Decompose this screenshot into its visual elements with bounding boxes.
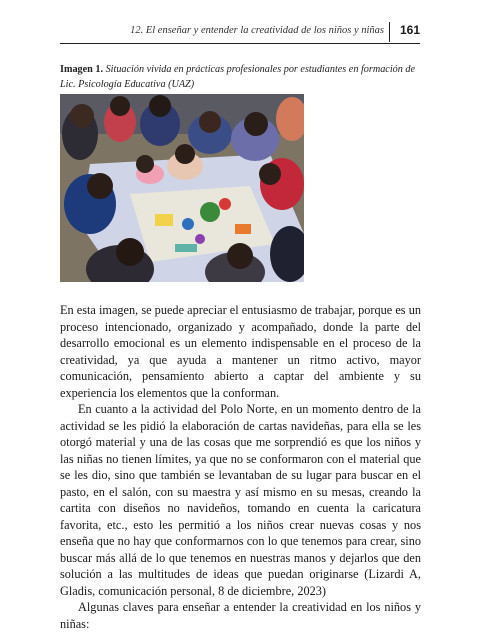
paragraph: Algunas claves para enseñar a entender la creatividad en los niños y niñas:: [60, 600, 421, 631]
body-text: [60, 302, 421, 632]
paragraph: En esta imagen, se puede apreciar el entusiasmo de trabajar, porque es un proceso intencionado, organizado y acompañado, donde la parte del desarrollo emocional es un elemento indispensable en el proceso de la creatividad, ya que ayuda a mantener un ritmo activo, mayor comunicación, pensamiento abierto a captar del ambiente y su experiencia los elementos que la conforman.: [60, 303, 421, 400]
page-header: [60, 22, 420, 44]
figure-caption: [60, 62, 422, 92]
running-head: 12. El enseñar y entender la creatividad de los niños y niñas: [130, 25, 384, 36]
figure-photo: [60, 94, 304, 282]
page-number: 161: [399, 23, 420, 37]
paragraph: En cuanto a la actividad del Polo Norte, en un momento dentro de la actividad se les pidió la elaboración de cartas navideñas, para ella se les otorgó material y una de las cosas que me sorprendió es que los niños y las niñas no tienen límites, ya que no se conformaron con el material que se les dio, sino que también se levantaban de su lugar para buscar en el pasto, en el salón, con su maestra y así mismo en su mesas, creando la cartita con diseños no navideños, tomando en cuenta la caricatura favorita, etc., esto les permitió a los niños crear nuevas cosas y nos enseña que no hay que conformarnos con lo que tenemos para crear, sino buscar más allá de lo que tenemos en nuestras manos y dejarlos que den solución a las multitudes de ideas que puedan originarse (Lizardi A, Gladis, comunicación personal, 8 de diciembre, 2023): [60, 402, 421, 598]
header-rule: [60, 43, 420, 44]
header-separator: [389, 22, 390, 42]
photo-children-crafting: [60, 94, 304, 282]
figure-caption-text: Situación vivida en prácticas profesionales por estudiantes en formación de Lic. Psicología Educativa (UAZ): [60, 64, 416, 90]
figure-label: Imagen 1.: [60, 64, 104, 75]
